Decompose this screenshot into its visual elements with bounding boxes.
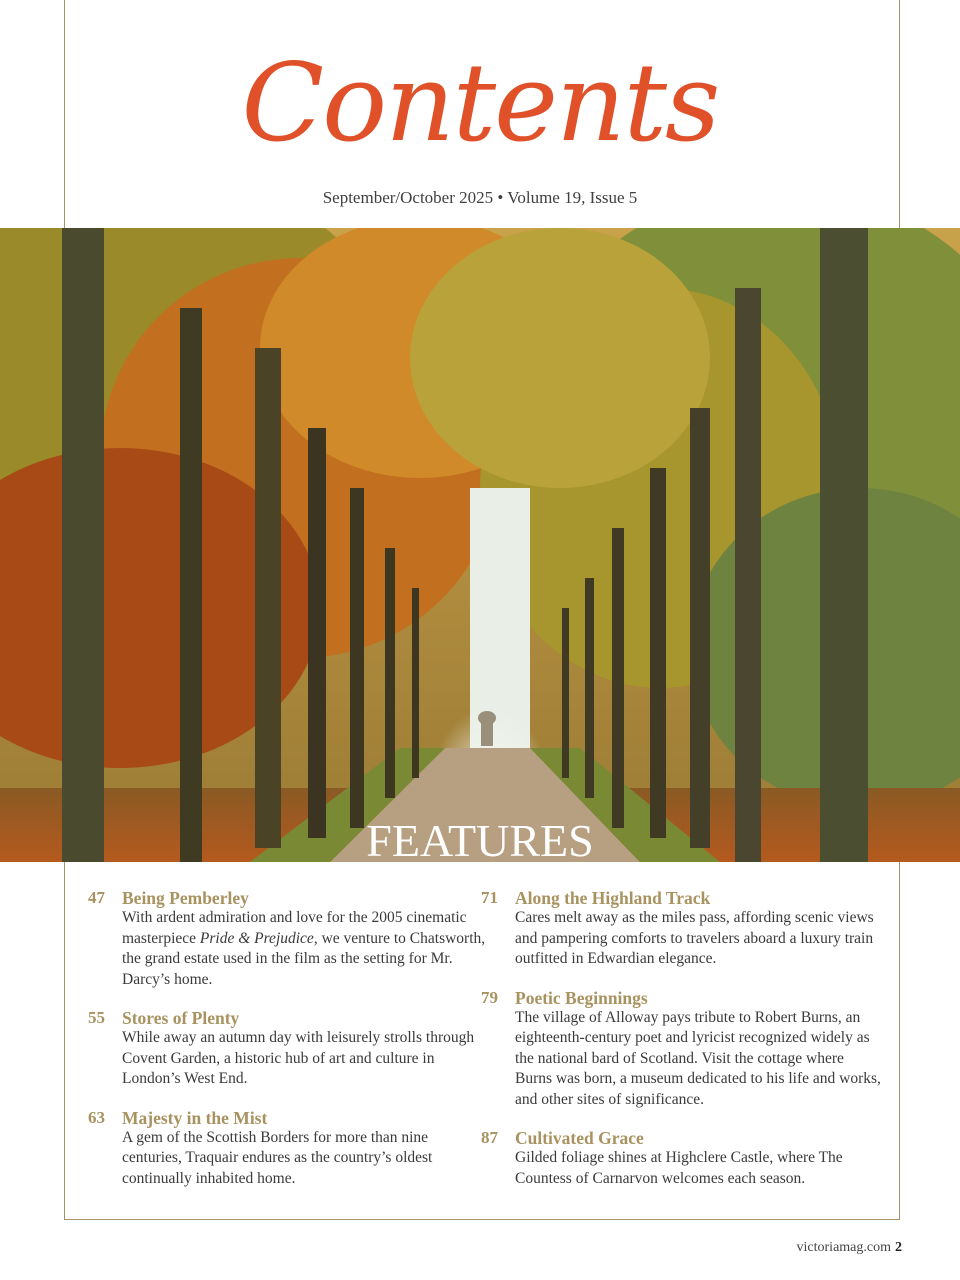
folio-number: 2 <box>895 1240 902 1255</box>
tree-avenue-illustration <box>0 228 960 866</box>
site-url[interactable]: victoriamag.com <box>796 1240 891 1255</box>
page-number: 47 <box>88 888 105 907</box>
page-title: Contents <box>241 41 719 166</box>
entry-title: Stores of Plenty <box>122 1008 240 1028</box>
entry-description: While away an autumn day with leisurely strolls through Covent Garden, a historic hub of art and culture in London’s West End. <box>122 1029 475 1087</box>
entry-description: Gilded foliage shines at Highclere Castle, where The Countess of Carnarvon welcomes each season. <box>515 1149 843 1187</box>
toc-entry[interactable] <box>88 888 488 990</box>
entry-title: Being Pemberley <box>122 888 249 908</box>
entry-description: Cares melt away as the miles pass, affording scenic views and pampering comforts to travelers aboard a luxury train outfitted in Edwardian elegance. <box>515 909 874 967</box>
entry-title: Along the Highland Track <box>515 888 711 908</box>
page-number: 71 <box>481 888 498 907</box>
toc-entry[interactable] <box>481 888 881 970</box>
entry-description: With ardent admiration and love for the 2005 cinematic masterpiece Pride & Prejudice, we venture to Chatsworth, the grand estate used in the film as the setting for Mr. Darcy’s home. <box>122 909 486 988</box>
features-column-right <box>481 888 881 1207</box>
page-number: 63 <box>88 1107 105 1127</box>
features-column-left <box>88 888 488 1207</box>
toc-entry[interactable] <box>88 1108 488 1190</box>
section-heading-features: FEATURES <box>366 815 594 866</box>
entry-description: A gem of the Scottish Borders for more than nine centuries, Traquair endures as the country’s oldest continually inhabited home. <box>122 1128 433 1187</box>
page-number: 87 <box>481 1128 498 1147</box>
entry-title: Cultivated Grace <box>515 1128 644 1148</box>
page-number: 79 <box>481 987 498 1007</box>
issue-line: September/October 2025 • Volume 19, Issue 5 <box>322 188 638 207</box>
page-number: 55 <box>88 1008 105 1027</box>
entry-description: The village of Alloway pays tribute to Robert Burns, an eighteenth-century poet and lyricist recognized widely as the national bard of Scotland. Visit the cottage where Burns was born, a museum dedicated to his life and works, and other sites of significance. <box>515 1008 881 1108</box>
toc-entry[interactable] <box>481 1128 881 1189</box>
page-footer <box>797 1240 902 1256</box>
toc-entry[interactable] <box>481 988 881 1111</box>
entry-title: Poetic Beginnings <box>515 987 648 1008</box>
toc-entry[interactable] <box>88 1008 488 1090</box>
entry-title: Majesty in the Mist <box>122 1107 268 1128</box>
hero-photo <box>0 228 960 866</box>
